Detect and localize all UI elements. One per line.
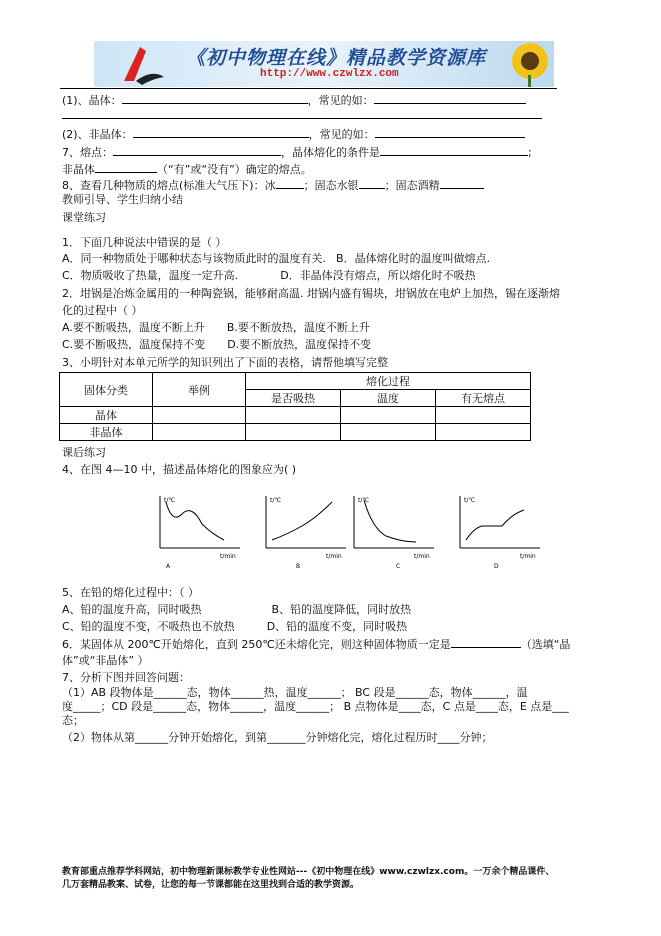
logo-icon	[112, 41, 172, 87]
header-example: 举例	[153, 373, 246, 407]
graph-a-ylabel: t/℃	[164, 497, 176, 504]
crystal-example-label: ，常见的如：	[307, 94, 374, 107]
line-substances	[62, 178, 484, 192]
graph-d-xlabel: t/min	[520, 553, 536, 560]
substance-mercury-label: ；固态水银	[303, 179, 359, 192]
q2-stem: 2．坩锅是冶炼金属用的一种陶瓷锅，能够耐高温. 坩锅内盛有锡块，坩锅放在电炉上加热，锡在逐渐熔	[62, 287, 560, 300]
amorphous-point-label: 非晶体	[62, 163, 95, 176]
graph-d[interactable]	[452, 488, 548, 570]
table-cell[interactable]	[436, 424, 531, 441]
amorphous-example-blank[interactable]	[375, 127, 525, 138]
table-cell[interactable]	[436, 407, 531, 424]
amorphous-point-blank[interactable]	[95, 162, 157, 173]
answer-line	[62, 118, 542, 119]
q5-option-a[interactable]: A、铅的温度升高，同时吸热	[62, 603, 202, 616]
melting-point-label: 7、熔点：	[62, 146, 113, 159]
table-cell[interactable]	[153, 424, 246, 441]
q2-options-ab	[62, 321, 370, 334]
table-cell[interactable]	[341, 407, 436, 424]
q6-blank[interactable]	[451, 637, 521, 648]
crystal-label: (1)、晶体：	[62, 94, 122, 107]
substance-alcohol-label: ；固态酒精	[384, 179, 440, 192]
q1-options-cd	[62, 269, 476, 282]
graph-b-curve	[272, 502, 332, 540]
q7-part1-line2: 度_____；CD 段是______态，物体______，温度______； B 点物体是____态，C 点是____态，E 点是___	[62, 700, 569, 713]
q2-option-d[interactable]: D.要不断放热，温度保持不变	[227, 338, 372, 351]
q2-options-cd	[62, 338, 371, 351]
graph-a[interactable]	[152, 488, 248, 570]
header-absorb-heat: 是否吸热	[246, 390, 341, 407]
q6-line	[62, 637, 570, 651]
q1-options-ab	[62, 252, 490, 265]
q6-stem: 6．某固体从 200℃开始熔化，直到 250℃还未熔化完，则这种固体物质一定是	[62, 638, 451, 651]
line-amorphous	[62, 127, 525, 141]
table-cell[interactable]	[153, 407, 246, 424]
graph-a-xlabel: t/min	[220, 553, 236, 560]
q6-choice: （选填“晶	[520, 638, 571, 651]
melting-condition-label: ，晶体熔化的条件是	[281, 146, 380, 159]
q2-option-b[interactable]: B.要不断放热，温度不断上升	[226, 321, 370, 334]
classification-table	[59, 372, 531, 441]
table-cell[interactable]	[341, 424, 436, 441]
q1-option-a[interactable]: A．同一种物质处于哪种状态与该物质此时的温度有关.	[62, 252, 327, 265]
q5-option-b[interactable]: B、铅的温度降低，同时放热	[271, 603, 412, 616]
q5-option-d[interactable]: D、铅的温度不变，同时吸热	[266, 620, 408, 633]
graph-d-curve	[466, 510, 524, 540]
q1-option-b[interactable]: B．晶体熔化时的温度叫做熔点.	[336, 252, 491, 265]
graph-b[interactable]	[258, 488, 354, 570]
amorphous-blank[interactable]	[133, 127, 309, 138]
row-crystal: 晶体	[60, 407, 153, 424]
table-row	[60, 424, 531, 441]
q4-stem: 4、在图 4—10 中，描述晶体熔化的图象应为( )	[62, 463, 297, 476]
line-amorphous-point	[62, 162, 312, 176]
table-cell[interactable]	[246, 407, 341, 424]
line-crystal	[62, 93, 526, 107]
amorphous-point-text: （“有”或“没有”）确定的熔点。	[157, 163, 312, 176]
section-homework: 课后练习	[62, 446, 106, 459]
graph-d-label: D	[494, 563, 499, 570]
amorphous-example-label: ，常见的如：	[308, 128, 375, 141]
substance-ice-label: 8、查看几种物质的熔点(标准大气压下)：冰	[62, 179, 276, 192]
q2-option-c[interactable]: C.要不断吸热，温度保持不变	[62, 338, 206, 351]
header-temperature: 温度	[341, 390, 436, 407]
q7-stem: 7、分析下图并回答问题：	[62, 671, 190, 684]
alcohol-blank[interactable]	[440, 178, 484, 189]
graph-c-ylabel: t/℃	[358, 497, 370, 504]
crystal-example-blank[interactable]	[374, 93, 526, 104]
header-rule	[60, 88, 557, 89]
graph-d-ylabel: t/℃	[464, 497, 476, 504]
section-classroom: 课堂练习	[62, 211, 106, 224]
footer-line1: 教育部重点推荐学科网站，初中物理新课标教学专业性网站---《初中物理在线》www.czwlzx.com。一万余个精品课件、	[62, 867, 555, 877]
mercury-blank[interactable]	[359, 178, 385, 189]
banner-title: 《初中物理在线》精品教学资源库	[186, 47, 487, 69]
crystal-blank[interactable]	[122, 93, 308, 104]
line-melting-point: 7、熔点： ，晶体熔化的条件是 ;	[62, 146, 532, 159]
header-solid-type: 固体分类	[60, 373, 153, 407]
graph-c-xlabel: t/min	[414, 553, 430, 560]
melting-point-blank[interactable]	[113, 145, 281, 156]
graph-b-ylabel: t/℃	[270, 497, 282, 504]
graph-c-label: C	[396, 563, 401, 570]
q7-part1-line3: 态；	[62, 714, 84, 727]
q5-options-ab	[62, 603, 411, 616]
q7-part2: （2）物体从第______分钟开始熔化，到第_______分钟熔化完，熔化过程历时____分钟；	[62, 731, 493, 744]
q5-stem: 5、在铅的熔化过程中：（ ）	[62, 586, 199, 599]
ice-blank[interactable]	[276, 178, 304, 189]
header-banner	[94, 41, 554, 87]
graph-c-curve	[364, 500, 416, 542]
melting-condition-blank[interactable]	[380, 145, 528, 156]
q1-option-d[interactable]: D．非晶体没有熔点，所以熔化时不吸热	[280, 269, 476, 282]
table-row	[60, 407, 531, 424]
q5-option-c[interactable]: C、铅的温度不变，不吸热也不放热	[62, 620, 235, 633]
q1-stem: 1．下面几种说法中错误的是（ ）	[62, 236, 227, 249]
summary-line: 教师引导、学生归纳小结	[62, 193, 183, 206]
q7-part1-line1: （1）AB 段物体是______态，物体______热，温度______； BC 段是______态，物体______，温	[62, 686, 528, 699]
q1-option-c[interactable]: C．物质吸收了热量，温度一定升高.	[62, 269, 239, 282]
sunflower-icon	[494, 41, 554, 87]
q6-stem-cont: 体”或“非晶体” ）	[62, 654, 149, 667]
table-cell[interactable]	[246, 424, 341, 441]
graph-c[interactable]	[346, 488, 442, 570]
graph-b-xlabel: t/min	[326, 553, 342, 560]
amorphous-label: (2)、非晶体：	[62, 128, 133, 141]
banner-url: http://www.czwlzx.com	[260, 68, 399, 80]
q3-stem: 3、小明针对本单元所学的知识列出了下面的表格，请帮他填写完整	[62, 356, 388, 369]
q2-option-a[interactable]: A.要不断吸热，温度不断上升	[62, 321, 205, 334]
graph-a-label: A	[166, 563, 171, 570]
header-melting-process: 熔化过程	[246, 373, 531, 390]
graph-a-curve	[166, 502, 224, 540]
graph-b-label: B	[296, 563, 301, 570]
row-amorphous: 非晶体	[60, 424, 153, 441]
q2-stem-cont: 化的过程中（ ）	[62, 304, 143, 317]
footer-line2: 几万套精品教案、试卷，让您的每一节课都能在这里找到合适的教学资源。	[62, 880, 360, 890]
q5-options-cd	[62, 620, 407, 633]
header-has-melting-point: 有无熔点	[436, 390, 531, 407]
